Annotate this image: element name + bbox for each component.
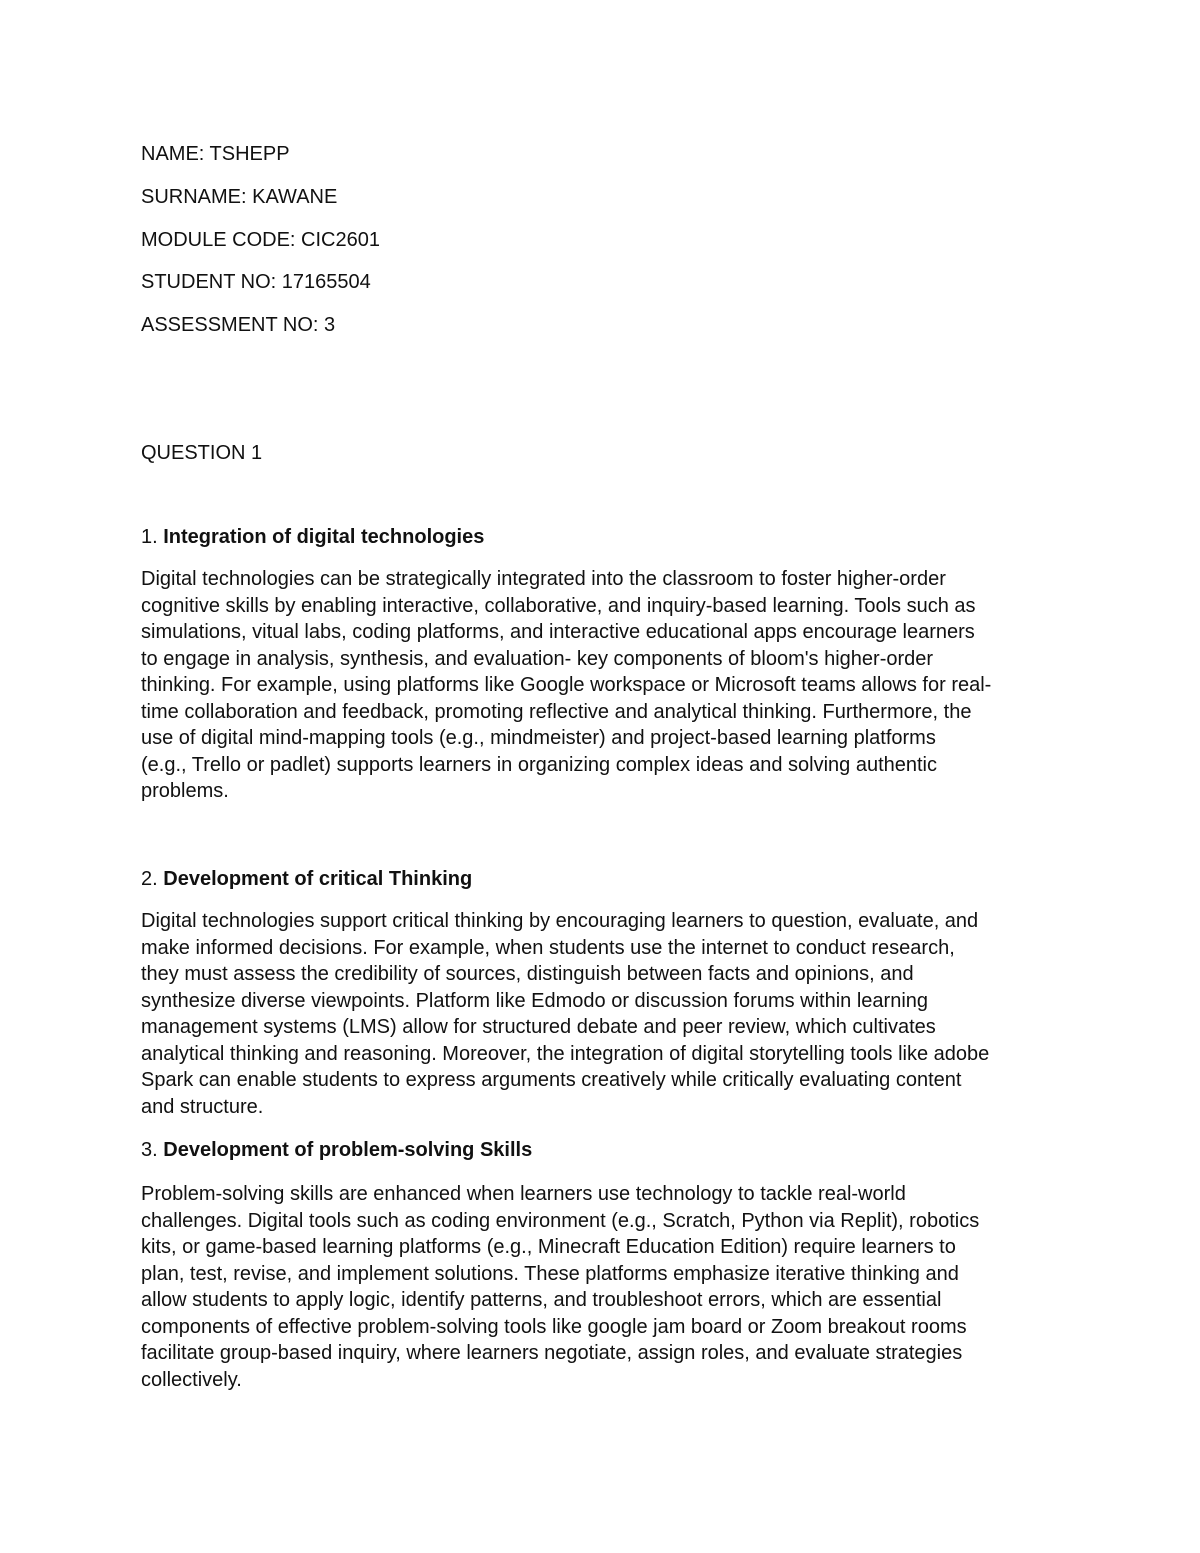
paragraph-line: kits, or game-based learning platforms (e.g., Minecraft Education Edition) require learners to bbox=[141, 1236, 956, 1258]
paragraph-line: synthesize diverse viewpoints. Platform like Edmodo or discussion forums within learning bbox=[141, 989, 929, 1012]
section-heading-1 bbox=[141, 524, 484, 550]
section-heading-3 bbox=[141, 1137, 532, 1163]
paragraph-line: facilitate group-based inquiry, where learners negotiate, assign roles, and evaluate strategies bbox=[141, 1342, 963, 1364]
paragraph-line: management systems (LMS) allow for structured debate and peer review, which cultivates bbox=[141, 1016, 936, 1038]
paragraph-line: challenges. Digital tools such as coding environment (e.g., Scratch, Python via Replit), robotics bbox=[141, 1209, 980, 1232]
section-paragraph-3 bbox=[141, 1181, 979, 1393]
section-title: Development of problem-solving Skills bbox=[163, 1139, 533, 1161]
paragraph-line: plan, test, revise, and implement solutions. These platforms emphasize iterative thinking and bbox=[141, 1262, 959, 1285]
student-number: STUDENT NO: 17165504 bbox=[141, 271, 371, 293]
section-number: 2. bbox=[141, 868, 158, 890]
paragraph-line: thinking. For example, using platforms like Google workspace or Microsoft teams allows for real- bbox=[141, 674, 992, 696]
section-title: Integration of digital technologies bbox=[163, 526, 485, 548]
paragraph-line: collectively. bbox=[141, 1368, 242, 1391]
paragraph-line: (e.g., Trello or padlet) supports learners in organizing complex ideas and solving authentic bbox=[141, 753, 937, 776]
paragraph-line: components of effective problem-solving tools like google jam board or Zoom breakout rooms bbox=[141, 1315, 967, 1338]
section-heading-2 bbox=[141, 866, 472, 892]
paragraph-line: use of digital mind-mapping tools (e.g., mindmeister) and project-based learning platforms bbox=[141, 727, 936, 749]
paragraph-line: make informed decisions. For example, when students use the internet to conduct research, bbox=[141, 936, 955, 959]
student-surname: SURNAME: KAWANE bbox=[141, 186, 338, 208]
paragraph-line: to engage in analysis, synthesis, and evaluation- key components of bloom's higher-order bbox=[141, 647, 934, 670]
student-name: NAME: TSHEPP bbox=[141, 143, 290, 165]
section-number: 1. bbox=[141, 526, 158, 548]
paragraph-line: Problem-solving skills are enhanced when learners use technology to tackle real-world bbox=[141, 1183, 906, 1205]
paragraph-line: analytical thinking and reasoning. Moreover, the integration of digital storytelling tools like adobe bbox=[141, 1042, 990, 1065]
paragraph-line: time collaboration and feedback, promoting reflective and analytical thinking. Furthermore, the bbox=[141, 700, 972, 723]
assessment-number: ASSESSMENT NO: 3 bbox=[141, 314, 336, 336]
paragraph-line: Digital technologies support critical thinking by encouraging learners to question, evaluate, and bbox=[141, 910, 979, 932]
paragraph-line: and structure. bbox=[141, 1095, 264, 1118]
section-paragraph-1 bbox=[141, 566, 991, 805]
paragraph-line: Digital technologies can be strategically integrated into the classroom to foster higher-order bbox=[141, 568, 946, 590]
paragraph-line: simulations, vitual labs, coding platforms, and interactive educational apps encourage learners bbox=[141, 621, 975, 643]
module-code: MODULE CODE: CIC2601 bbox=[141, 229, 380, 251]
paragraph-line: problems. bbox=[141, 780, 229, 802]
section-number: 3. bbox=[141, 1139, 158, 1161]
paragraph-line: Spark can enable students to express arguments creatively while critically evaluating content bbox=[141, 1069, 962, 1091]
paragraph-line: allow students to apply logic, identify patterns, and troubleshoot errors, which are essential bbox=[141, 1289, 942, 1311]
paragraph-line: cognitive skills by enabling interactive, collaborative, and inquiry-based learning. Tools such as bbox=[141, 594, 976, 617]
question-title: QUESTION 1 bbox=[141, 442, 263, 464]
section-title: Development of critical Thinking bbox=[163, 868, 473, 890]
section-paragraph-2 bbox=[141, 908, 989, 1120]
paragraph-line: they must assess the credibility of sources, distinguish between facts and opinions, and bbox=[141, 963, 914, 985]
